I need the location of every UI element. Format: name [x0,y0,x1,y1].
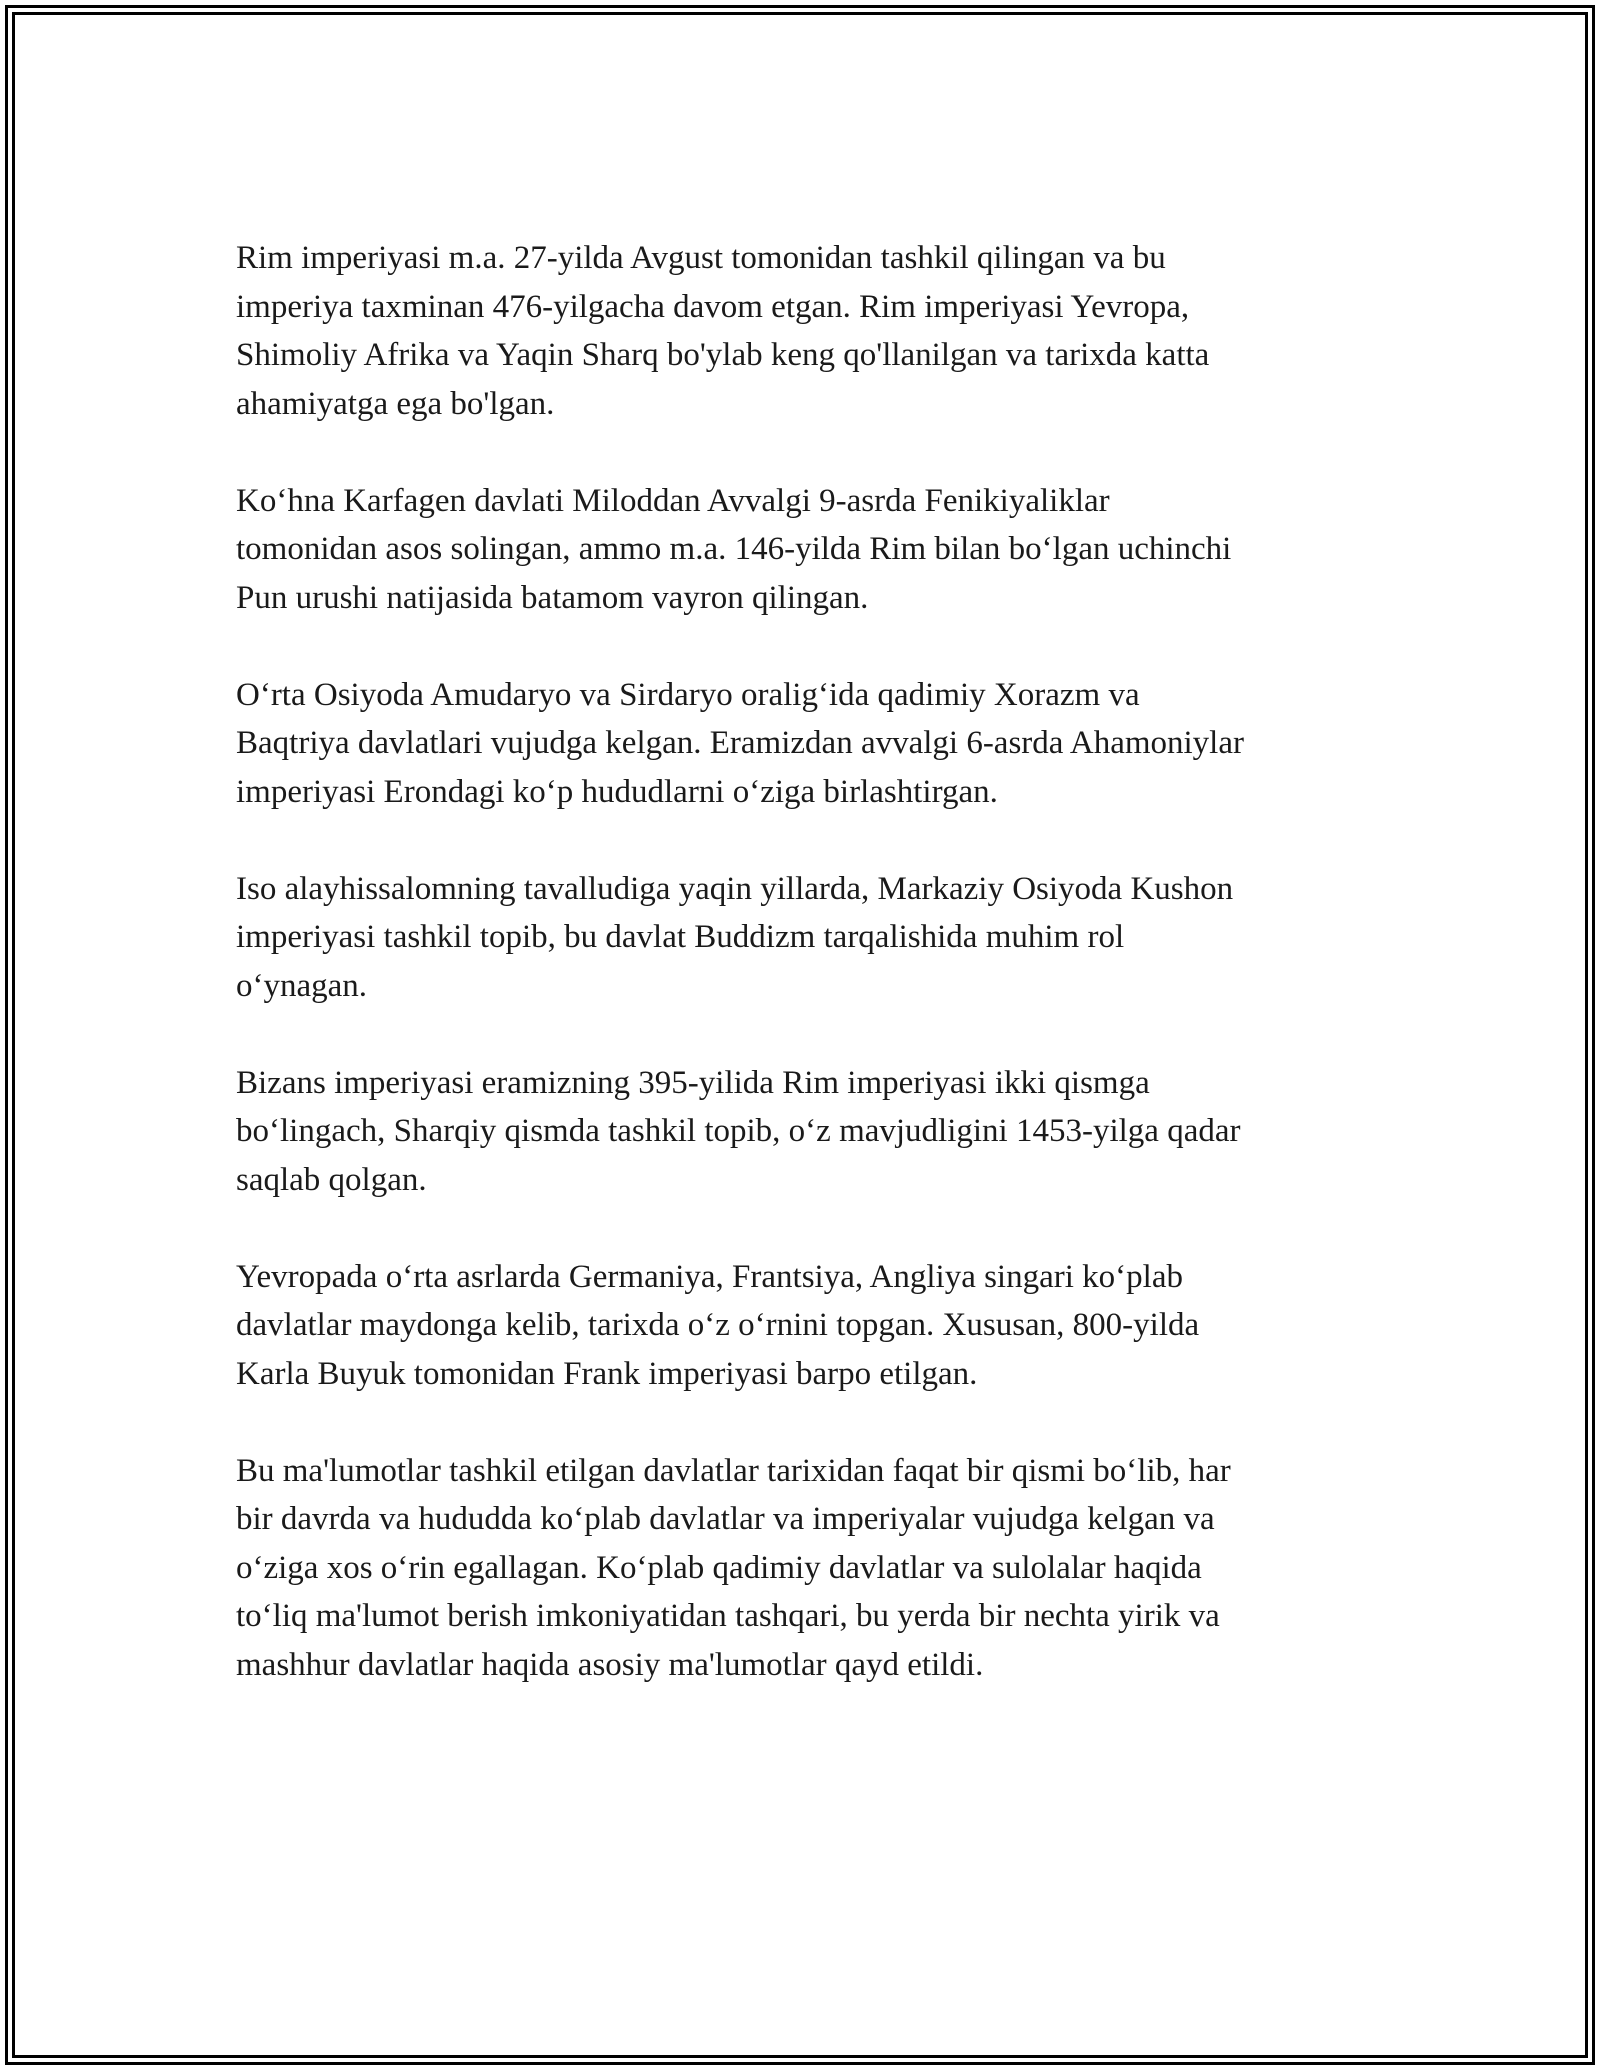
text-line: toʻliq ma'lumot berish imkoniyatidan tashqari, bu yerda bir nechta yirik va [236,1598,1220,1634]
paragraph [236,1447,1366,1690]
text-line: imperiyasi tashkil topib, bu davlat Buddizm tarqalishida muhim rol [236,919,1125,955]
text-line: imperiyasi Erondagi koʻp hududlarni oʻziga birlashtirgan. [236,773,998,810]
text-line: Bizans imperiyasi eramizning 395-yilida Rim imperiyasi ikki qismga [236,1064,1150,1101]
text-line: Rim imperiyasi m.a. 27-yilda Avgust tomonidan tashkil qilingan va bu [236,240,1166,276]
paragraph [236,477,1366,623]
text-line: Iso alayhissalomning tavalludiga yaqin yillarda, Markaziy Osiyoda Kushon [236,870,1234,907]
text-line: Shimoliy Afrika va Yaqin Sharq bo'ylab keng qo'llanilgan va tarixda katta [236,337,1210,373]
document-body [236,234,1366,1689]
text-line: saqlab qolgan. [236,1161,427,1198]
text-line: bir davrda va hududda koʻplab davlatlar va imperiyalar vujudga kelgan va [236,1501,1215,1537]
text-line: imperiya taxminan 476-yilgacha davom etgan. Rim imperiyasi Yevropa, [236,288,1190,325]
text-line: oʻziga xos oʻrin egallagan. Koʻplab qadimiy davlatlar va sulolalar haqida [236,1549,1202,1586]
paragraph [236,1059,1366,1205]
text-line: davlatlar maydonga kelib, tarixda oʻz oʻrnini topgan. Xususan, 800-yilda [236,1307,1200,1343]
text-line: tomonidan asos solingan, ammo m.a. 146-yilda Rim bilan boʻlgan uchinchi [236,531,1232,567]
paragraph [236,865,1366,1011]
text-line: Koʻhna Karfagen davlati Miloddan Avvalgi 9-asrda Fenikiyaliklar [236,482,1110,519]
paragraph [236,1253,1366,1399]
text-line: ahamiyatga ega bo'lgan. [236,385,555,422]
text-line: Baqtriya davlatlari vujudga kelgan. Eramizdan avvalgi 6-asrda Ahamoniylar [236,725,1244,761]
paragraph [236,234,1366,428]
text-line: boʻlingach, Sharqiy qismda tashkil topib, oʻz mavjudligini 1453-yilga qadar [236,1113,1241,1149]
text-line: Oʻrta Osiyoda Amudaryo va Sirdaryo oraligʻida qadimiy Xorazm va [236,676,1140,713]
text-line: mashhur davlatlar haqida asosiy ma'lumotlar qayd etildi. [236,1646,984,1683]
text-line: oʻynagan. [236,967,368,1004]
text-line: Karla Buyuk tomonidan Frank imperiyasi barpo etilgan. [236,1355,978,1392]
text-line: Yevropada oʻrta asrlarda Germaniya, Frantsiya, Angliya singari koʻplab [236,1258,1183,1295]
text-line: Bu ma'lumotlar tashkil etilgan davlatlar tarixidan faqat bir qismi boʻlib, har [236,1452,1231,1489]
text-line: Pun urushi natijasida batamom vayron qilingan. [236,579,869,616]
paragraph [236,671,1366,817]
